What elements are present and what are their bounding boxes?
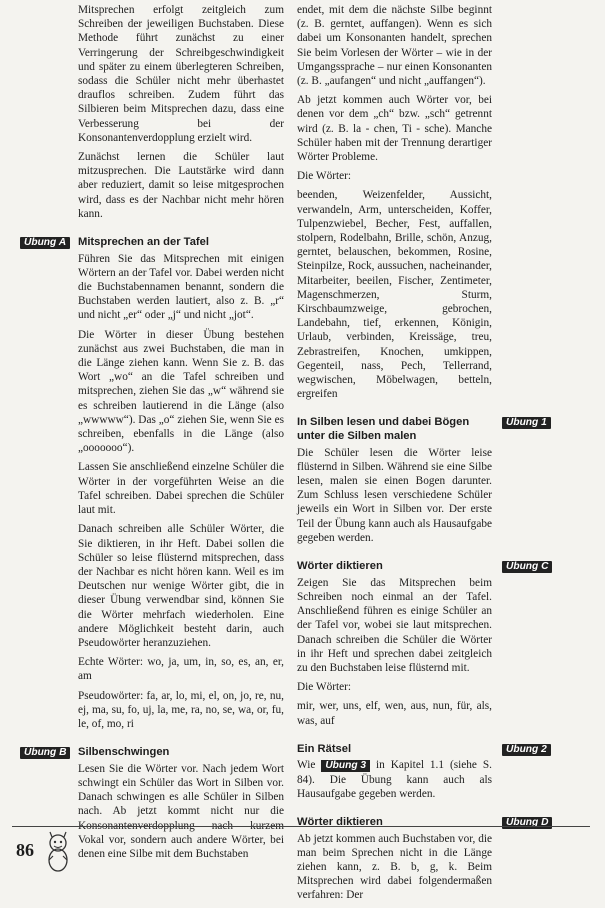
section-1-title: In Silben lesen und dabei Bögen unter die Silben malen — [297, 416, 470, 443]
section-c-title: Wörter diktieren — [297, 560, 383, 573]
right-paragraph-2: Ab jetzt kommen auch Wörter vor, bei denen vor dem „ch“ bzw. „sch“ getrennt wird (z. B. la - chen, Ti - sche). Manche Schüler haben mit der Trennung derartiger Wörter Probleme. — [297, 94, 492, 164]
section-a-paragraph-1: Führen Sie das Mitsprechen mit einigen Wörtern an der Tafel vor. Dabei werden nicht die Buchstabennamen benannt, sondern die Buchstaben werden lautiert, also z. B. „r“ und nicht „er“ oder „j“ und nicht „jot“. — [78, 252, 284, 322]
intro-paragraph-2: Zunächst lernen die Schüler laut mitzusprechen. Die Lautstärke wird dann aber reduziert, damit so leise mitgesprochen wird, dass es der Nachbar nicht mehr hören kann. — [78, 151, 284, 220]
section-uebung-1 — [297, 416, 547, 545]
section-d-title: Wörter diktieren — [297, 815, 383, 828]
uebung-d-badge: Übung D — [502, 817, 552, 829]
words-label: Die Wörter: — [297, 170, 352, 183]
uebung-b-badge: Übung B — [20, 747, 70, 759]
word-list-long: beenden, Weizenfelder, Aussicht, verwandeln, Arm, unterscheiden, Koffer, Tulpenzwiebel, Becher, Fest, auffallen, stolpern, Rodelbahn, Brille, schön, Anzug, gerntet, belauschen, bekommen, Rosine, Steinpilze, Rock, aussuchen, nacheinander, Mitarbeiter, beeilen, Fischer, Zentimeter, Magenschmerzen, Sturm, Kirschbaumzweige, gebrochen, Landebahn, tief, erkennen, Königin, Urlaub, verbinden, Kreissäge, treu, Zebrastreifen, Knochen, umkippen, Gegenteil, nass, Pech, Tellerrand, wegwischen, Möbelwagen, betteln, ergreifen — [297, 189, 492, 401]
section-d-heading — [297, 815, 549, 830]
section-2-paragraph-1 — [297, 758, 492, 801]
section-uebung-c — [297, 560, 549, 728]
uebung-a-badge: Übung A — [20, 237, 70, 249]
section-b-paragraph-1: Lesen Sie die Wörter vor. Nach jedem Wort schwingt ein Schüler das Wort in Silben vor. Danach schwingen es alle Schüler in Silben nach. Ab jetzt kommt nicht nur die Konsonantenverdopplung nach kurzem Vokal vor, sondern auch andere Wörter, bei denen eine Silbe mit dem Buchstaben — [78, 762, 284, 860]
section-2-heading — [297, 742, 547, 757]
section-1-heading — [297, 416, 547, 443]
section-1-paragraph-1: Die Schüler lesen die Wörter leise flüsternd in Silben. Während sie eine Silbe lesen, malen sie einen Bogen darunter. Zum Schluss lesen verschiedene Schüler jeweils ein Wort in Silben vor. Der erste Teil der Übung kann auch als Hausaufgabe gegeben werden. — [297, 446, 492, 544]
section-uebung-d — [297, 815, 549, 903]
intro-paragraph-1: Mitsprechen erfolgt zeitgleich zum Schreiben der jeweiligen Buchstaben. Diese Methode führt zunächst zu einer Verringerung der Schreibgeschwindigkeit und später zu einem überlegteren Schreiben, sodass die Schüler nicht mehr überhastet drauflos schreiben. Zudem führt das Silbieren beim Mitsprechen dazu, dass eine Verbesserung bei der Konsonantenverdopplung erzielt wird. — [78, 4, 284, 144]
right-column — [297, 3, 549, 908]
right-paragraph-1: endet, mit dem die nächste Silbe beginnt (z. B. gerntet, auffangen). Wenn es sich dabei um Konsonanten handelt, sprechen Sie beim Vorlesen der Wörter – wie in der Umgangssprache – nur einen Konsonanten (z. B. „aufangen“ und nicht „auffangen“). — [297, 4, 492, 88]
section-b-heading — [24, 746, 284, 760]
section-c-word-list: mir, wer, uns, elf, wen, aus, nun, für, als, was, auf — [297, 700, 492, 727]
section-b-title: Silbenschwingen — [78, 746, 170, 759]
section-d-paragraph-1: Ab jetzt kommen auch Buchstaben vor, die man beim Sprechen nicht in die Länge ziehen kann, z. B. b, g, k. Beim Mitsprechen wird dabei folgendermaßen verfahren: Der — [297, 832, 492, 902]
section-a-paragraph-4: Danach schreiben alle Schüler Wörter, die Sie diktieren, in ihr Heft. Dabei sollen die Schüler so leise flüsternd mitsprechen, dass der Nachbar es nicht hören kann. Weil es im Deutschen nur wenige Wörter gibt, die in dieser Übung verwendbar sind, können Sie die Wörter mehrfach wiederholen. Eine andere Möglichkeit besteht darin, auch Pseudowörter heranzuziehen. — [78, 523, 284, 649]
section-a-paragraph-2: Die Wörter in dieser Übung bestehen zunächst aus zwei Buchstaben, die man in die Länge ziehen kann. Wenn Sie z. B. das Wort „wo“ an die Tafel schreiben und mitsprechen, ziehen Sie das „w“ während sie es schreiben lautierend in die Länge (also „wwwww“). Das „o“ ziehen Sie, wenn Sie es schreiben, ebenfalls in die Länge (also „ooooooo“). — [78, 328, 284, 455]
page-number: 86 — [16, 840, 34, 860]
uebung-2-badge: Übung 2 — [502, 744, 551, 756]
section-c-heading — [297, 560, 549, 574]
uebung-3-inline-badge: Übung 3 — [321, 760, 370, 772]
section-c-paragraph-1: Zeigen Sie das Mitsprechen beim Schreiben noch einmal an der Tafel. Anschließend führen es einige Schüler an der Tafel vor, wobei sie laut mitsprechen. Danach schreiben die Schüler die Wörter in ihr Heft und sprechen dabei zeitgleich zu den Buchstaben leise flüsternd mit. — [297, 576, 492, 674]
section-2-title: Ein Rätsel — [297, 742, 352, 755]
section-2-text-pre: Wie — [297, 759, 316, 772]
section-c-words-label: Die Wörter: — [297, 681, 352, 694]
section-a-title: Mitsprechen an der Tafel — [78, 236, 209, 249]
uebung-c-badge: Übung C — [502, 561, 552, 573]
section-2-text-post: in Kapitel 1.1 (siehe S. 84). Die Übung kann auch als Hausaufgabe gegeben werden. — [297, 759, 492, 800]
uebung-1-badge: Übung 1 — [502, 417, 551, 429]
footer-rule — [12, 826, 590, 827]
section-uebung-a — [24, 236, 284, 731]
section-uebung-2 — [297, 742, 547, 801]
cartoon-figure-icon — [44, 830, 72, 874]
real-words-list: Echte Wörter: wo, ja, um, in, so, es, an, er, am — [78, 656, 284, 683]
section-a-heading — [24, 236, 284, 250]
pseudo-words-list: Pseudowörter: fa, ar, lo, mi, el, on, jo, re, nu, ej, ma, su, fo, uj, la, me, ra, no, se, wa, or, fu, le, of, mo, ri — [78, 689, 284, 730]
section-a-paragraph-3: Lassen Sie anschließend einzelne Schüler die Wörter in der vorgeführten Weise an die Tafel schreiben. Dabei sprechen die Schüler laut mit. — [78, 461, 284, 517]
